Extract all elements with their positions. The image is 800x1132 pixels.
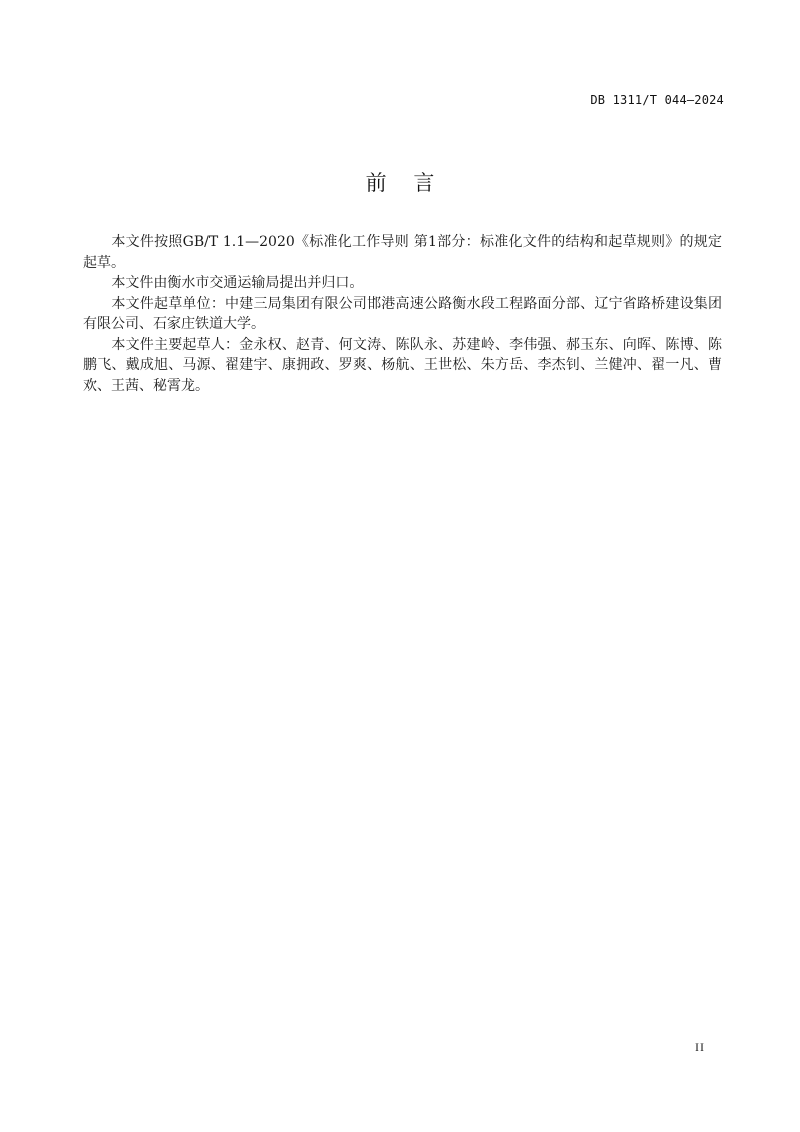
standard-code: DB 1311/T 044—2024 [590,93,724,107]
paragraph-drafting-units: 本文件起草单位：中建三局集团有限公司邯港高速公路衡水段工程路面分部、辽宁省路桥建设集团有限公司、石家庄铁道大学。 [83,295,722,332]
paragraph-drafting-rules: 本文件按照GB/T 1.1—2020《标准化工作导则 第1部分：标准化文件的结构和起草规则》的规定起草。 [83,234,722,271]
paragraph-drafters: 本文件主要起草人：金永权、赵青、何文涛、陈队永、苏建岭、李伟强、郝玉东、向晖、陈博、陈鹏飞、戴成旭、马源、翟建宇、康拥政、罗爽、杨航、王世松、朱方岳、李杰钊、兰健冲、翟一凡、曹欢、王茜、秘霄龙。 [83,336,722,394]
paragraph-proposer: 本文件由衡水市交通运输局提出并归口。 [111,275,364,291]
page-title: 前 言 [365,171,435,195]
page-number: II [695,1040,705,1054]
foreword-body [83,232,722,396]
